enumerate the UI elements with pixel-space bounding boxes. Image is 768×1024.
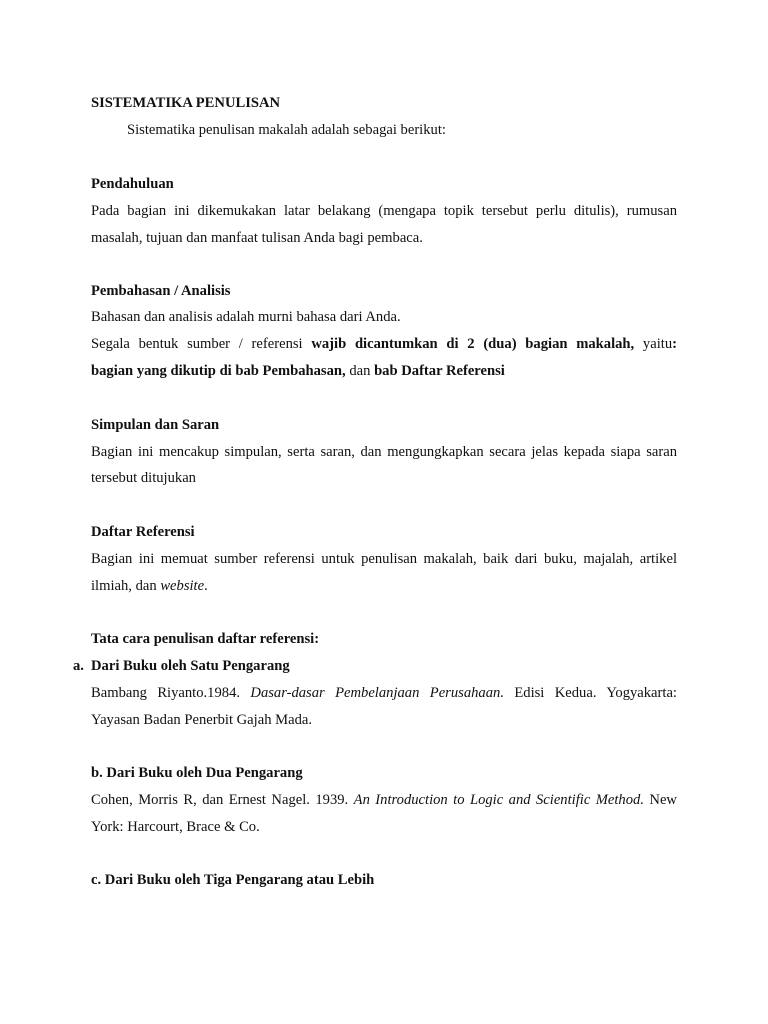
pembahasan-line-2-colon: : [672,336,677,352]
pembahasan-line-2-emphasis: wajib dicantumkan di 2 (dua) bagian makalah, [311,336,635,352]
ref-b-title: An Introduction to Logic and Scientific Method. [353,792,644,808]
daftar-line-2-a: ilmiah, dan [91,578,161,594]
daftar-line-2-c: . [204,578,208,594]
ref-a-title: Dasar-dasar Pembelanjaan Perusahaan. [250,685,504,701]
pembahasan-line-3-b: dan [345,363,375,379]
pembahasan-line-1: Bahasan dan analisis adalah murni bahasa dari Anda. [91,309,401,325]
list-marker-a: a. [73,658,84,674]
pembahasan-line-2-c: yaitu [634,336,673,352]
ref-b-authors: Cohen, Morris R, dan Ernest Nagel. 1939. [91,792,354,808]
daftar-line-1: Bagian ini memuat sumber referensi untuk penulisan makalah, baik dari buku, majalah, artikel [91,551,677,567]
ref-b-line-1 [91,791,677,809]
heading-daftar-referensi: Daftar Referensi [91,524,195,540]
daftar-line-2 [91,577,677,595]
pembahasan-line-3-a: bagian yang dikutip di bab Pembahasan, [91,363,346,379]
heading-simpulan: Simpulan dan Saran [91,417,220,433]
subheading-tiga-pengarang: c. Dari Buku oleh Tiga Pengarang atau Lebih [91,872,375,888]
daftar-line-2-website: website [160,578,205,594]
subheading-dua-pengarang: b. Dari Buku oleh Dua Pengarang [91,765,303,781]
page-title: SISTEMATIKA PENULISAN [91,95,281,111]
ref-a-line-1 [91,684,677,702]
pembahasan-line-3-c: bab Daftar Referensi [374,363,505,379]
ref-a-line-2: Yayasan Badan Penerbit Gajah Mada. [91,712,313,728]
intro-text: Sistematika penulisan makalah adalah sebagai berikut: [127,122,446,138]
subheading-satu-pengarang: Dari Buku oleh Satu Pengarang [91,658,290,674]
pendahuluan-line-1: Pada bagian ini dikemukakan latar belakang (mengapa topik tersebut perlu ditulis), rumusan [91,203,677,219]
ref-b-place: New [643,792,677,808]
pembahasan-line-2 [91,335,677,353]
heading-pendahuluan: Pendahuluan [91,176,174,192]
pembahasan-line-3 [91,362,677,380]
pembahasan-line-2-a: Segala bentuk sumber / referensi [91,336,312,352]
pendahuluan-line-2: masalah, tujuan dan manfaat tulisan Anda bagi pembaca. [91,230,423,246]
ref-a-author: Bambang Riyanto.1984. [91,685,251,701]
heading-tata-cara: Tata cara penulisan daftar referensi: [91,631,320,647]
heading-pembahasan: Pembahasan / Analisis [91,283,231,299]
simpulan-line-1: Bagian ini mencakup simpulan, serta saran, dan mengungkapkan secara jelas kepada siapa saran [91,444,677,460]
simpulan-line-2: tersebut ditujukan [91,470,196,486]
ref-b-line-2: York: Harcourt, Brace & Co. [91,819,260,835]
ref-a-edition: Edisi Kedua. Yogyakarta: [503,685,677,701]
